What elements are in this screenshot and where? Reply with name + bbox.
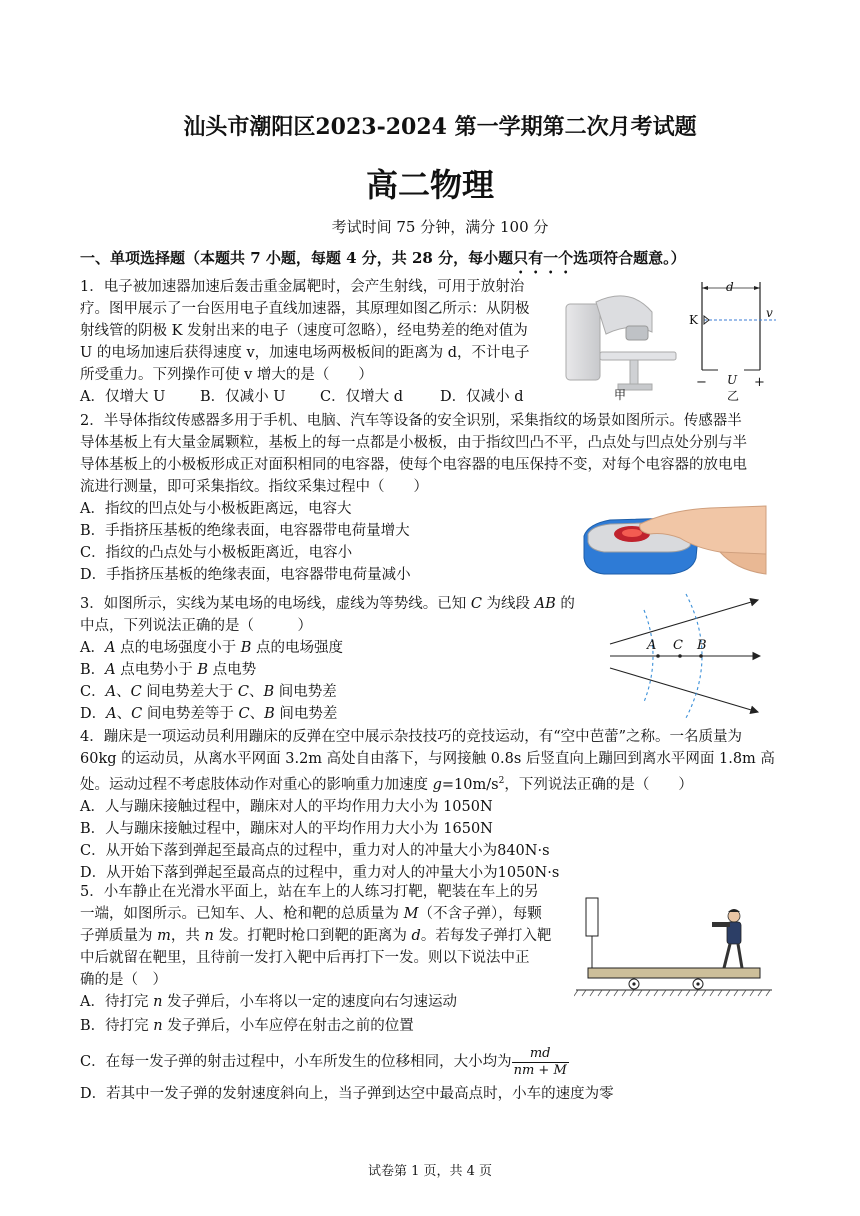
section-heading-emphasis: 只有一个 [513,249,574,267]
q5-option-b: B．待打完 n 发子弹后，小车应停在射击之前的位置 [80,1018,414,1034]
question-4 [80,726,775,884]
q1-option-c: C．仅增大 d [320,389,403,405]
question-3 [80,593,575,725]
figure-label-minus: − [696,375,707,390]
q4-line-1: 4．蹦床是一项运动员利用蹦床的反弹在空中展示杂技技巧的竞技运动，有“空中芭蕾”之称。一名质量为 [80,729,743,745]
q4-line-2: 60kg 的运动员，从离水平网面 3.2m 高处自由落下，与网接触 0.8s 后竖直向上蹦回到离水平网面 1.8m 高 [80,751,775,767]
q1-options [80,386,530,408]
q1-line: U 的电场加速后获得速度 v，加速电场两极板间的距离为 d，不计电子 [80,345,530,361]
figure-label-k: K [689,313,698,327]
q3-var: C [470,596,482,612]
q1-option-b: B．仅减小 U [200,389,286,405]
q3-text: 为线段 [481,596,535,612]
fraction: $\frac{md}{nm + M}$ [513,1045,567,1078]
q1-line: 射线管的阴极 K 发射出来的电子（速度可忽略），经电势差的绝对值为 [80,323,528,339]
q3-line-2: 中点，下列说法正确的是（ ） [80,618,312,634]
q3-line-1 [80,593,575,615]
q1-line: 疗。图甲展示了一台医用电子直线加速器，其原理如图乙所示：从阴极 [80,301,530,317]
q2-line: 导体基板上的小极板形成正对面积相同的电容器，使每个电容器的电压保持不变，对每个电容器的放电电 [80,457,747,473]
q5-line-5: 确的是（ ） [80,972,167,988]
q2-option-d: D．手指挤压基板的绝缘表面，电容器带电荷量减小 [80,567,411,583]
q1-line: 1．电子被加速器加速后轰击重金属靶时，会产生射线，可用于放射治 [80,279,525,295]
figure-label-d: d [726,280,734,294]
figure-label-u: U [727,373,738,387]
question-5 [80,881,614,1105]
section-heading [80,247,686,277]
q5-line-1: 5．小车静止在光滑水平面上，站在车上的人练习打靶，靶装在车上的另 [80,884,539,900]
exam-info: 考试时间 75 分钟，满分 100 分 [331,218,549,236]
q4-option-d: D．从开始下落到弹起至最高点的过程中，重力对人的冲量大小为1050N·s [80,864,560,881]
figure-label-yi: 乙 [727,389,740,403]
section-heading-prefix: 一、单项选择题（本题共 7 小题，每题 4 分，共 28 分，每小题 [80,249,514,267]
fingerprint-sensor-figure [580,488,770,588]
q3-option-d: D．A、C 间电势差等于 C、B 间电势差 [80,706,338,722]
q4-option-b: B．人与蹦床接触过程中，蹦床对人的平均作用力大小为 1650N [80,820,493,837]
cart-shooter-figure [574,894,774,998]
subject-title: 高二物理 [365,166,494,204]
exam-title: 汕头市潮阳区2023-2024 第一学期第二次月考试题 [183,114,697,140]
q2-option-c: C．指纹的凸点处与小极板距离近，电容小 [80,545,353,561]
q5-option-d: D．若其中一发子弹的发射速度斜向上，当子弹到达空中最高点时，小车的速度为零 [80,1086,614,1102]
q3-option-a: A．A 点的电场强度小于 B 点的电场强度 [80,640,343,656]
q1-option-d: D．仅减小 d [440,389,524,405]
q4-option-a: A．人与蹦床接触过程中，蹦床对人的平均作用力大小为 1050N [80,798,493,815]
q5-line-2: 一端，如图所示。已知车、人、枪和靶的总质量为 M（不含子弹），每颗 [80,906,542,922]
figure-label-v: v [766,306,773,320]
q1-line: 所受重力。下列操作可使 v 增大的是（ ） [80,367,373,383]
q5-option-c: C．在每一发子弹的射击过程中，小车所发生的位移相同，大小均为 $\frac{md}{nm + M}$ [80,1045,567,1078]
q2-option-a: A．指纹的凹点处与小极板距离远，电容大 [80,501,352,517]
q4-option-c: C．从开始下落到弹起至最高点的过程中，重力对人的冲量大小为840N·s [80,842,550,859]
q2-line: 2．半导体指纹传感器多用于手机、电脑、汽车等设备的安全识别，采集指纹的场景如图所示。传感器半 [80,413,742,429]
q3-text: 的 [555,596,575,612]
q3-text: 3．如图所示，实线为某电场的电场线，虚线为等势线。已知 [80,596,471,612]
electric-field-figure [600,590,770,720]
section-heading-suffix: 选项符合题意。） [573,249,686,267]
figure-label-jia: 甲 [614,388,627,402]
q3-option-c: C．A、C 间电势差大于 C、B 间电势差 [80,684,337,700]
q1-option-a: A．仅增大 U [80,389,166,405]
figure-label-b: B [697,638,707,653]
accelerator-machine-figure [560,282,680,402]
q5-line-4: 中后就留在靶里，且待前一发打入靶中后再打下一发。则以下说法中正 [80,950,530,966]
question-1 [80,276,530,408]
page-footer: 试卷第 1 页，共 4 页 [367,1164,493,1179]
q2-line: 流进行测量，即可采集指纹。指纹采集过程中（ ） [80,479,428,495]
q3-option-b: B．A 点电势小于 B 点电势 [80,662,257,678]
q4-line-3: 处。运动过程不考虑肢体动作对重心的影响重力加速度 $g=10m/s^2$，下列说法正确的是（ ） [80,776,693,793]
q5-line-3: 子弹质量为 m，共 n 发。打靶时枪口到靶的距离为 d。若每发子弹打入靶 [80,928,552,944]
figure-label-c: C [673,638,683,653]
q2-line: 导体基板上有大量金属颗粒，基板上的每一点都是小极板，由于指纹凹凸不平，凸点处与凹点处分别与半 [80,435,747,451]
figure-label-plus: + [754,375,765,390]
figure-label-a: A [647,638,657,653]
q3-var: AB [534,596,556,612]
q5-option-a: A．待打完 n 发子弹后，小车将以一定的速度向右匀速运动 [80,994,458,1010]
q2-option-b: B．手指挤压基板的绝缘表面，电容器带电荷量增大 [80,523,410,539]
